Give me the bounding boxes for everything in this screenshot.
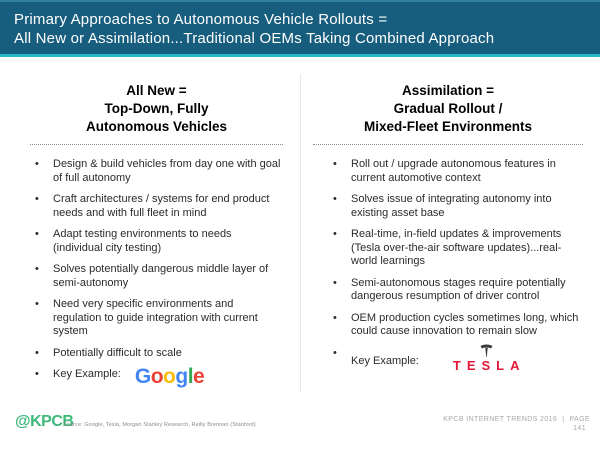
key-example-label: • Key Example: <box>351 354 419 367</box>
heading-line: Gradual Rollout / <box>393 101 503 116</box>
heading-line: Top-Down, Fully <box>104 101 209 116</box>
key-example <box>351 347 583 377</box>
key-example-item <box>333 347 583 377</box>
google-logo-letter: o <box>163 365 176 388</box>
bullet-item <box>333 193 583 220</box>
slide-header <box>0 0 600 57</box>
page-reference <box>443 415 590 433</box>
column-all-new <box>0 62 300 405</box>
bullet-text: • Solves issue of integrating autonomy into existing asset base <box>351 193 552 219</box>
bullet-text: • Need very specific environments and regulation to guide integration with current system <box>53 298 258 337</box>
heading-line: Assimilation = <box>402 83 494 98</box>
bullet-text: • Solves potentially dangerous middle layer of semi-autonomy <box>53 263 269 289</box>
page-label: PAGE <box>569 416 590 423</box>
bullet-item <box>333 312 583 339</box>
key-example-item <box>35 365 283 388</box>
dotted-separator <box>313 144 583 145</box>
bullet-item <box>333 158 583 185</box>
column-assimilation <box>300 62 600 405</box>
slide-title-line-2: All New or Assimilation...Traditional OEMs Taking Combined Approach <box>14 30 495 47</box>
heading-line: Autonomous Vehicles <box>85 119 228 134</box>
tesla-t-icon <box>479 343 494 358</box>
source-note: Source: Google, Tesla, Morgan Stanley Research, Reilly Brennan (Stanford) <box>63 422 256 428</box>
bullet-text: • Design & build vehicles from day one with goal of full autonomy <box>53 158 281 184</box>
bullet-text: • Roll out / upgrade autonomous features in current automotive context <box>351 158 556 184</box>
key-example <box>53 365 283 388</box>
bullet-text: • Adapt testing environments to needs (individual city testing) <box>53 228 232 254</box>
google-logo-letter: e <box>193 365 205 388</box>
bullet-item <box>333 277 583 304</box>
google-logo-letter: G <box>134 365 151 388</box>
bullet-text: • Semi-autonomous stages require potentially dangerous resumption of driver control <box>351 276 566 302</box>
slide-title-line-1: Primary Approaches to Autonomous Vehicle Rollouts = <box>14 11 388 28</box>
tesla-logo <box>452 343 526 373</box>
column-divider <box>300 74 301 392</box>
page-number: 141 <box>573 425 586 432</box>
bullet-item <box>35 263 283 290</box>
bullet-item <box>35 158 283 185</box>
bullet-item <box>35 347 283 361</box>
bullet-item <box>35 193 283 220</box>
google-logo-letter: l <box>187 365 194 388</box>
key-example-label: • Key Example: <box>53 368 121 380</box>
bullet-item <box>35 228 283 255</box>
separator: | <box>562 416 565 423</box>
heading-line: All New = <box>126 83 187 98</box>
bullet-text: • Real-time, in-field updates & improvements (Tesla over-the-air software updates)...real-world learnings <box>351 228 562 267</box>
tesla-wordmark: TESLA <box>452 357 526 373</box>
google-logo <box>134 365 205 388</box>
heading-line: Mixed-Fleet Environments <box>363 119 533 134</box>
google-logo-letter: g <box>175 365 188 388</box>
bullet-text: • OEM production cycles sometimes long, which could cause innovation to remain slow <box>351 311 579 337</box>
all-new-bullet-list <box>35 158 283 388</box>
dotted-separator <box>30 144 283 145</box>
kpcb-logo: @KPCB <box>15 413 74 430</box>
google-logo-letter: o <box>150 365 164 388</box>
slide-body <box>0 62 600 405</box>
trends-label: KPCB INTERNET TRENDS 2016 <box>443 416 558 423</box>
bullet-item <box>35 298 283 339</box>
slide-footer <box>0 405 600 450</box>
page-reference-line-1 <box>443 415 590 424</box>
column-assimilation-heading <box>313 82 583 136</box>
column-all-new-heading <box>30 82 283 136</box>
bullet-text: • Craft architectures / systems for end product needs and with full fleet in mind <box>53 193 270 219</box>
bullet-item <box>333 228 583 269</box>
bullet-text: • Potentially difficult to scale <box>53 346 182 359</box>
assimilation-bullet-list <box>333 158 583 377</box>
